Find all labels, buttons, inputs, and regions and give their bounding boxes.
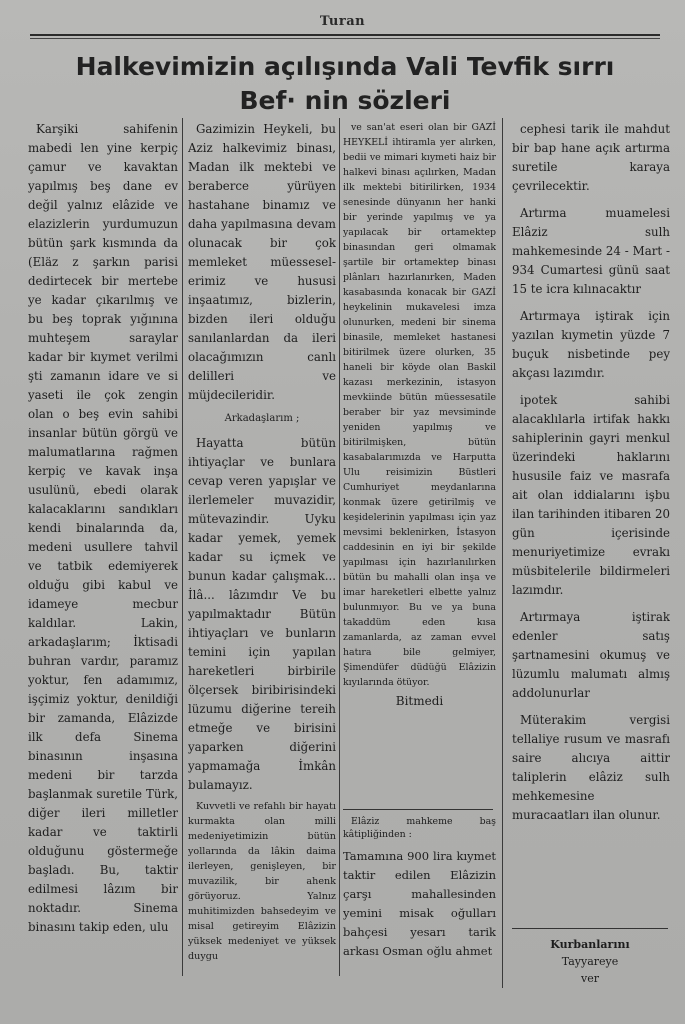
slogan-line: ver (581, 972, 599, 985)
article-column-1 (28, 120, 178, 980)
article-column-4 (512, 120, 670, 920)
header-rule (30, 34, 660, 39)
closing-rule (512, 928, 668, 929)
notice-header: Elâziz mahkeme baş kâtipliğinden : (343, 816, 496, 840)
article-column-3 (343, 120, 496, 800)
article-paragraph: Gazimizin Heykeli, bu Aziz halkevimiz binası, Madan ilk mektebi ve beraberce yürüyen hastahane binamız ve daha yapılmasına devam olunacak bir çok memleket müessesel- erimiz ve hususi inşaatımız, bizlerin, bizden ileri olduğu sanılanlardan da ileri olacağımızın canlı delilleri ve müjdecileridir. (188, 122, 336, 402)
newspaper-name: Turan (319, 14, 366, 29)
article-paragraph: Kuvvetli ve refahlı bir hayatı kurmakta olan milli medeniyetimizin bütün yollarında da lâkin daima ilerleyen, genişleyen, bir muvazilik, bir ahenk görüyoruz. Yalnız muhitimizden bahsedeyim ve misal getireyim Elâzizin yüksek medeniyet ve yüksek duygu (188, 801, 336, 962)
continuation-note: Bitmedi (395, 694, 444, 708)
column-divider (339, 118, 340, 976)
article-paragraph: Karşiki sahifenin mabedi len yine kerpiç çamur ve kavaktan yapılmış beş dane ev değil yalnız elâzide ve elazizlerin yurdumuzun bütün şark kısmında da (Eläz z şarkın parisi dedirtecek bir mertebe ye kadar çıkarılmış ve bu beş toprak yığınına muhteşem saraylar kadar bir kıymet verilmi şti zamanın idare ve si yaseti ile çok zengin olan o beş evin sahibi insanlar bütün görgü ve malumatlarına rağmen kerpiç ve kavak inşa usulünü, ebedi olarak kalacaklarını sandıkları kendi binalarında da, medeni usullere tahvil ve tatbik edemiyerek olduğu gibi kabul ve idameye mecbur kaldılar. Lakin, arkadaşlarım; İktisadi buhran vardır, paramız yoktur, fen adamımız, işçimiz yoktur, denildiği bir zamanda, Elâzizde ilk defa Sinema binasının inşasına medeni bir tarzda başlanmak suretile Türk, diğer ileri milletler kadar ve taktirli olduğunu göstermeğe başladı. Bu, taktir edilmesi lâzım bir noktadır. Sinema binasını takip eden, ulu (28, 122, 178, 934)
article-paragraph: Hayatta bütün ihtiyaçlar ve bunlara cevap veren yapışlar ve ilerlemeler muvazidir, mütevazindir. Uyku kadar yemek, yemek kadar su içmek ve bunun kadar çalışmak... İlâ... lâzımdır Ve bu yapılmaktadır Bütün ihtiyaçları ve bunların temini için yapılan hareketleri birbirile ölçersek biribirisindeki lüzumu diğerine tereih etmeğe ve birisini yaparken diğerini yapmamağa İmkân bulamayız. (188, 436, 336, 792)
court-notice (343, 815, 496, 985)
notice-paragraph: Artırma muamelesi Elâziz sulh mahkemesinde 24 - Mart - 934 Cumartesi günü saat 15 te icra kılınacaktır (512, 206, 670, 296)
column-divider (182, 118, 183, 976)
column-divider (502, 118, 503, 988)
notice-paragraph: cephesi tarik ile mahdut bir bap hane açık artırma suretile karaya çevrilecektir. (512, 122, 670, 193)
closing-slogan (512, 936, 668, 987)
slogan-line: Kurbanlarını (550, 938, 630, 951)
notice-text: Tamamına 900 lira kıymet taktir edilen Elâzizin çarşı mahallesinden yemini misak oğulları bahçesi yesarı tarik arkası Osman oğlu ahmet (343, 849, 496, 958)
article-column-2 (188, 120, 336, 980)
slogan-line: Tayyareye (561, 955, 619, 968)
notice-paragraph: Artırmaya iştirak için yazılan kıymetin yüzde 7 buçuk nisbetinde pey akçası lazımdır. (512, 309, 670, 380)
notice-rule (343, 809, 493, 810)
notice-paragraph: ipotek sahibi alacaklılarla irtifak hakkı sahiplerinin gayri menkul üzerindeki haklarını hususile faiz ve masrafa ait olan iddialarını işbu ilan tarihinden itibaren 20 gün içerisinde menuriyetimize evrakı müsbitelerile bildirmeleri lazımdır. (512, 393, 670, 597)
headline-line-1: Halkevimizin açılışında Vali Tevfik sırrı (75, 52, 615, 81)
notice-paragraph: Artırmaya iştirak edenler satış şartnamesini okumuş ve lüzumlu malumatı almış addolunurlar (512, 610, 670, 700)
notice-paragraph: Müterakim vergisi tellaliye rusum ve masrafı saire alıcıya aittir taliplerin elâziz sulh mehkemesine muracaatları ilan olunur. (512, 713, 670, 822)
salutation: Arkadaşlarım ; (224, 413, 300, 424)
article-paragraph: ve san'at eseri olan bir GAZİ HEYKELİ ihtiramla yer alırken, bedii ve mimari kıymeti haiz bir halkevi binası açılırken, Madan ilk mektebi bitirilirken, 1934 senesinde dünyanın her hanki bir yerinde yapılmış ve ya yapılacak bir ortamektep binasından geri olmamak şartile bir ortamektep binası plânları hazırlanırken, Maden kasabasında konacak bir GAZİ heykelinin mukavelesi imza olunurken, medeni bir sinema binasile, memleket hastanesi bitirilmek üzere olurken, 35 haneli bir köyde olan Baskil kazası merkezinin, istasyon mevkiinde bütün müessesatile beraber bir yaz mevsiminde yeniden yapılmış ve bitirilmişken, bütün kasabalarımızda ve Harputta Ulu reisimizin Büstleri Cumhuriyet meydanlarına konmak üzere getirilmiş ve keşidelerinin yapılması için yaz mevsimi beklenirken, İstasyon caddesinin en iyi bir şekilde yapılması için hazırlanılırken bütün bu mahalli olan inşa ve imar hareketleri elbette yalnız bulunmıyor. Bu ve ya buna takaddüm eden kısa zamanlarda, az zaman evvel hatıra bile gelmiyer, Şimendüfer düdüğü Elâzizin kıyılarında ötüyor. (343, 122, 496, 688)
headline-line-2: Bef· nin sözleri (239, 86, 451, 115)
